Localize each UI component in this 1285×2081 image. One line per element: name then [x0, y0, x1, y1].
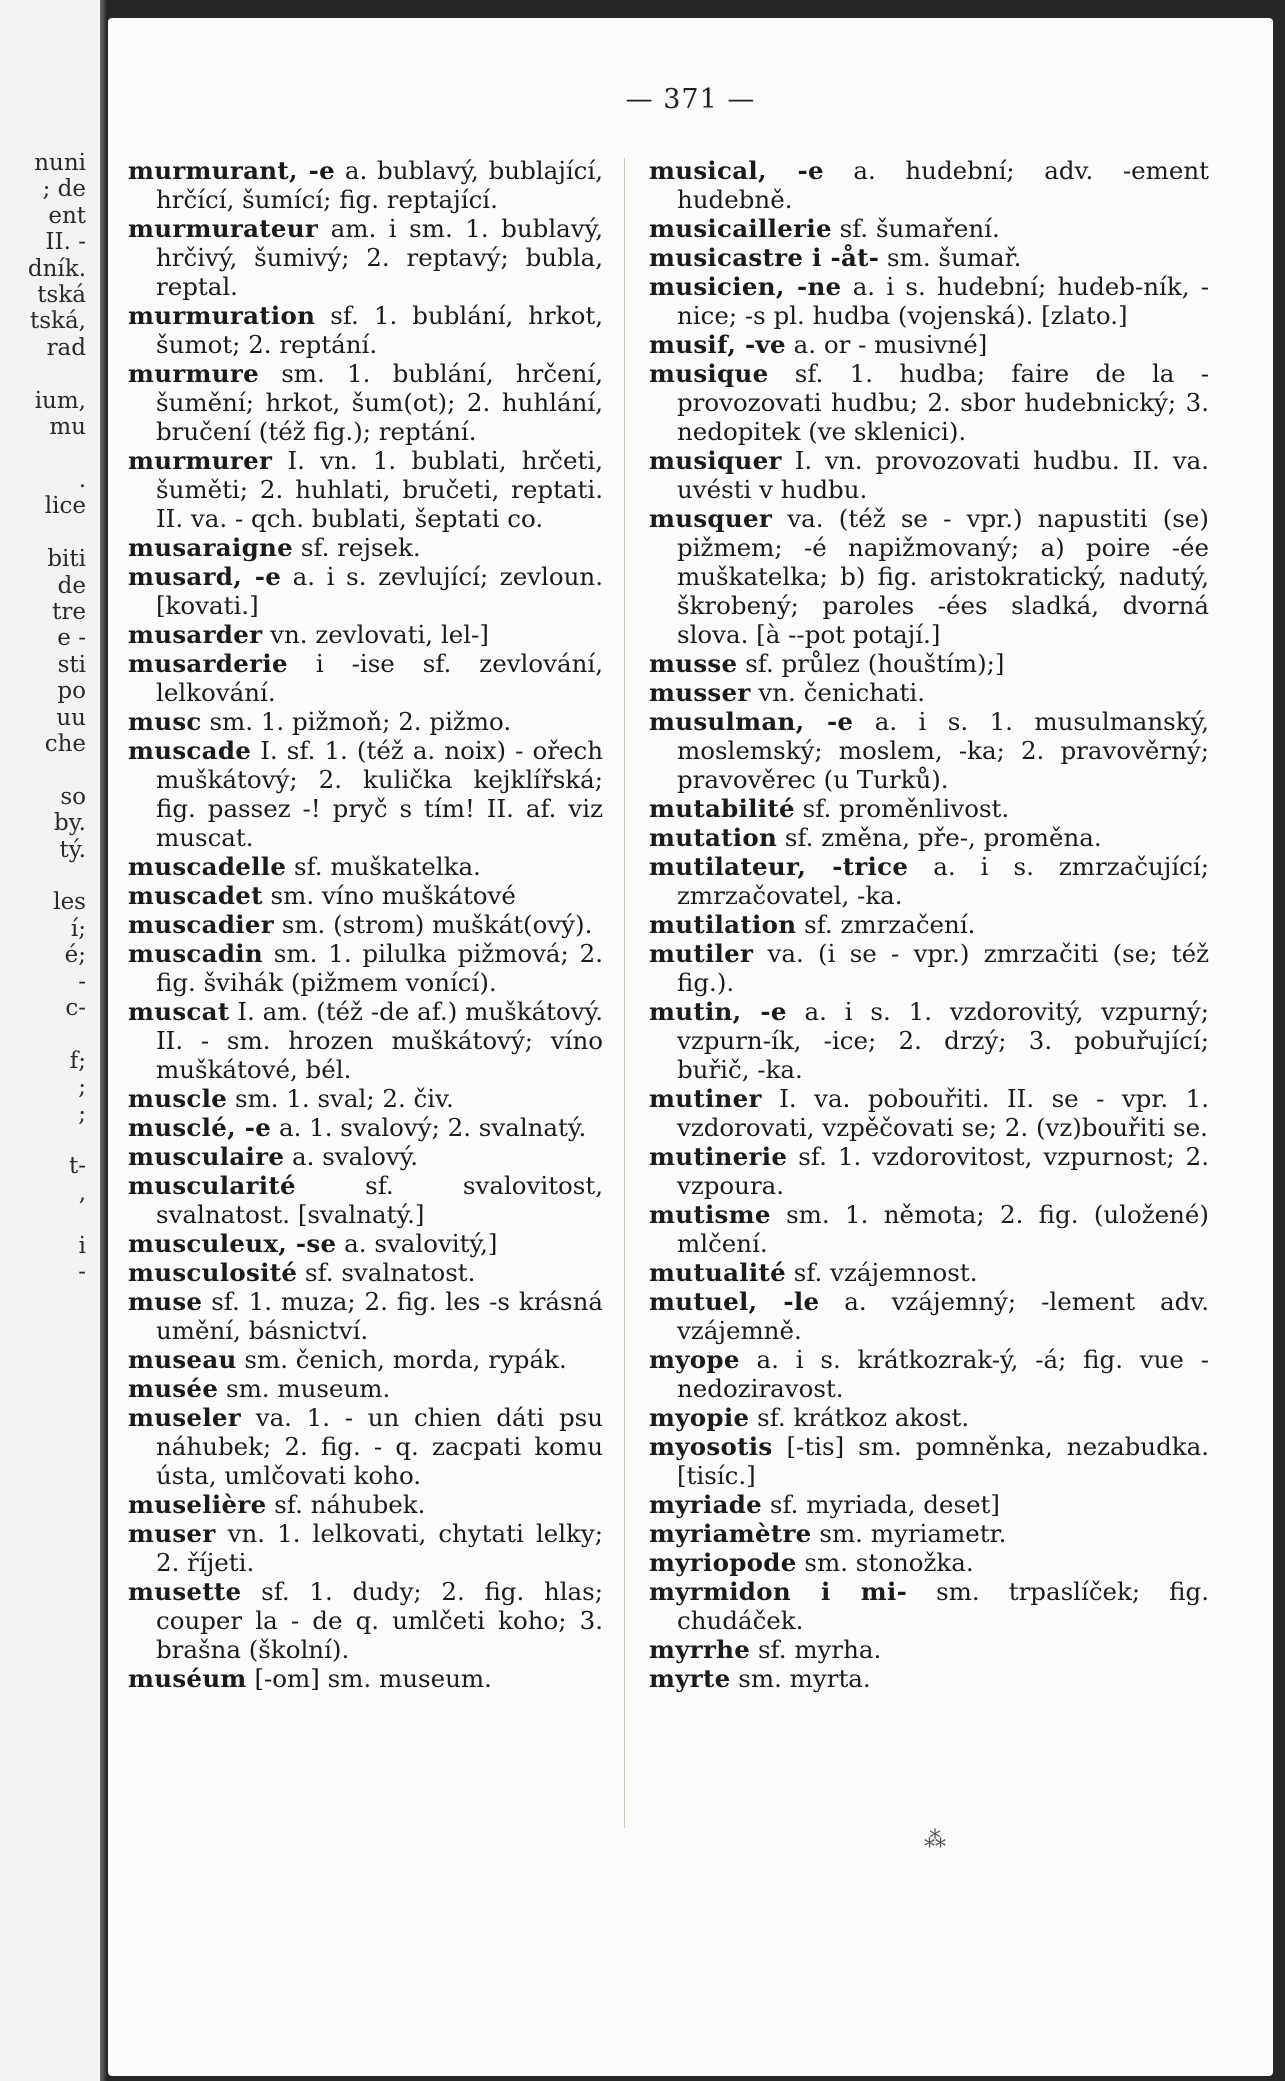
- dictionary-entry: [649, 794, 1209, 823]
- entry-definition: sf. 1. bublání, hrkot, šumot; 2. reptání.: [156, 301, 603, 359]
- dictionary-entry: [128, 1171, 603, 1229]
- entry-headword: musculosité: [128, 1258, 298, 1287]
- entry-headword: myrrhe: [649, 1635, 751, 1664]
- entry-headword: mutin, -e: [649, 997, 787, 1026]
- entry-headword: muscle: [128, 1084, 228, 1113]
- dictionary-entry: [649, 649, 1209, 678]
- entry-definition: sf. 1. muza; 2. fig. les -s krásná umění, básnictví.: [156, 1287, 603, 1345]
- entry-definition: a. vzájemný; -lement adv. vzájemně.: [677, 1287, 1209, 1345]
- dictionary-entry: [128, 910, 603, 939]
- entry-headword: muscadier: [128, 910, 274, 939]
- dictionary-entry: [649, 707, 1209, 794]
- dictionary-entry: [649, 997, 1209, 1084]
- dictionary-entry: [649, 243, 1209, 272]
- entry-definition: a. svalový.: [284, 1142, 419, 1171]
- previous-page-line: [28, 1206, 86, 1232]
- dictionary-entry: [649, 1403, 1209, 1432]
- entry-headword: myriade: [649, 1490, 763, 1519]
- dictionary-entry: [649, 214, 1209, 243]
- entry-definition: am. i sm. 1. bublavý, hrčivý, šumivý; 2. reptavý; bubla, reptal.: [156, 214, 603, 301]
- entry-definition: I. va. pobouřiti. II. se - vpr. 1. vzdorovati, vzpěčovati se; 2. (vz)bouřiti se.: [677, 1084, 1209, 1142]
- dictionary-entry: [649, 910, 1209, 939]
- left-column: [128, 156, 603, 1693]
- dictionary-entry: [128, 1374, 603, 1403]
- entry-definition: a. i s. zmrzačující; zmrzačovatel, -ka.: [677, 852, 1209, 910]
- previous-page-line: II. -: [45, 229, 86, 256]
- entry-definition: a. bublavý, bublající, hrčící, šumící; fig. reptající.: [156, 156, 603, 214]
- previous-page-line: sti: [57, 651, 86, 678]
- column-divider: [624, 158, 625, 1828]
- entry-definition: a. i s. zevlující; zevloun. [kovati.]: [156, 562, 603, 620]
- previous-page-line: che: [44, 730, 86, 757]
- entry-headword: musicien, -ne: [649, 272, 842, 301]
- entry-definition: i -ise sf. zevlování, lelkování.: [156, 649, 603, 707]
- dictionary-entry: [649, 1084, 1209, 1142]
- entry-definition: a. hudební; adv. -ement hudebně.: [677, 156, 1209, 214]
- entry-headword: musculeux, -se: [128, 1229, 337, 1258]
- entry-definition: sm. myrta.: [730, 1664, 871, 1693]
- entry-definition: va. (i se - vpr.) zmrzačiti (se; též fig.).: [677, 939, 1209, 997]
- previous-page-line: ent: [48, 202, 86, 229]
- entry-headword: muscularité: [128, 1171, 296, 1200]
- previous-page-line: tý.: [59, 836, 86, 863]
- entry-headword: musquer: [649, 504, 773, 533]
- entry-headword: muselière: [128, 1490, 267, 1519]
- entry-definition: [-om] sm. museum.: [246, 1664, 492, 1693]
- entry-headword: myope: [649, 1345, 740, 1374]
- dictionary-entry: [128, 620, 603, 649]
- previous-page-line: í;: [70, 915, 86, 942]
- dictionary-entry: [128, 1519, 603, 1577]
- previous-page-line: dník.: [27, 255, 86, 282]
- entry-headword: mutabilité: [649, 794, 795, 823]
- entry-definition: a. or - musivné]: [785, 330, 988, 359]
- dictionary-entry: [128, 1403, 603, 1490]
- previous-page-line: rad: [46, 334, 86, 361]
- dictionary-entry: [128, 533, 603, 562]
- dictionary-entry: [649, 504, 1209, 649]
- entry-definition: a. svalovitý,]: [336, 1229, 498, 1258]
- previous-page-line: -: [78, 968, 86, 995]
- previous-page-line: tská: [37, 282, 86, 309]
- dictionary-page: [108, 18, 1273, 2076]
- dictionary-entry: [128, 359, 603, 446]
- previous-page-edge: [0, 0, 100, 2081]
- entry-headword: muse: [128, 1287, 203, 1316]
- entry-headword: muscadin: [128, 939, 263, 968]
- entry-definition: sf. vzájemnost.: [785, 1258, 978, 1287]
- previous-page-line: c-: [65, 995, 86, 1021]
- entry-headword: mutisme: [649, 1200, 771, 1229]
- entry-definition: sf. 1. dudy; 2. fig. hlas; couper la - de q. umlčeti koho; 3. brašna (školní).: [156, 1577, 603, 1664]
- entry-headword: murmurer: [128, 446, 273, 475]
- dictionary-entry: [649, 156, 1209, 214]
- entry-headword: musarderie: [128, 649, 288, 678]
- dictionary-entry: [649, 1664, 1209, 1693]
- previous-page-text: [28, 150, 86, 1285]
- dictionary-entry: [128, 852, 603, 881]
- dictionary-entry: [128, 1287, 603, 1345]
- entry-definition: vn. 1. lelkovati, chytati lelky; 2. říjeti.: [156, 1519, 603, 1577]
- entry-definition: I. vn. provozovati hudbu. II. va. uvésti v hudbu.: [677, 446, 1209, 504]
- previous-page-line: les: [53, 889, 86, 916]
- entry-definition: sm. museum.: [218, 1374, 391, 1403]
- previous-page-line: [28, 863, 86, 889]
- entry-headword: mutinerie: [649, 1142, 788, 1171]
- entry-headword: musser: [649, 678, 751, 707]
- entry-definition: sm. víno muškátové: [262, 881, 516, 910]
- entry-headword: musarder: [128, 620, 263, 649]
- previous-page-line: tre: [52, 598, 86, 625]
- entry-headword: mutation: [649, 823, 778, 852]
- book-gutter: [100, 0, 108, 2081]
- entry-definition: sm. (strom) muškát(ový).: [273, 910, 593, 939]
- entry-headword: murmurant, -e: [128, 156, 336, 185]
- entry-headword: mutilateur, -trice: [649, 852, 909, 881]
- dictionary-entry: [128, 1084, 603, 1113]
- dictionary-entry: [649, 1287, 1209, 1345]
- entry-definition: vn. zevlovati, lel-]: [262, 620, 489, 649]
- previous-page-line: [28, 1127, 86, 1153]
- previous-page-line: e -: [57, 625, 86, 652]
- entry-headword: myopie: [649, 1403, 750, 1432]
- entry-definition: a. i s. krátkozrak-ý, -á; fig. vue - nedoziravost.: [677, 1345, 1209, 1403]
- previous-page-line: so: [60, 783, 86, 810]
- entry-headword: musif, -ve: [649, 330, 786, 359]
- entry-headword: musical, -e: [649, 156, 824, 185]
- entry-definition: sm. 1. bublání, hrčení, šumění; hrkot, šum(ot); 2. huhlání, bručení (též fig.); reptání.: [156, 359, 603, 446]
- entry-headword: musaraigne: [128, 533, 294, 562]
- page-number: — 371 —: [625, 84, 756, 115]
- entry-headword: myriopode: [649, 1548, 797, 1577]
- entry-headword: musicaillerie: [649, 214, 832, 243]
- entry-definition: vn. čenichati.: [750, 678, 926, 707]
- entry-definition: sf. rejsek.: [293, 533, 421, 562]
- entry-definition: sf. svalovitost, svalnatost. [svalnatý.]: [156, 1171, 603, 1229]
- entry-headword: myriamètre: [649, 1519, 812, 1548]
- entry-headword: musc: [128, 707, 202, 736]
- dictionary-entry: [649, 852, 1209, 910]
- previous-page-line: nuni: [34, 150, 86, 176]
- entry-headword: mutilation: [649, 910, 797, 939]
- previous-page-line: ;: [78, 1074, 86, 1101]
- previous-page-line: po: [57, 678, 86, 705]
- dictionary-entry: [128, 1345, 603, 1374]
- entry-headword: muscat: [128, 997, 230, 1026]
- previous-page-line: ; de: [42, 176, 86, 203]
- entry-headword: muscade: [128, 736, 252, 765]
- previous-page-line: de: [57, 572, 86, 599]
- entry-headword: musse: [649, 649, 738, 678]
- entry-headword: murmurateur: [128, 214, 319, 243]
- dictionary-entry: [128, 1490, 603, 1519]
- entry-headword: musiquer: [649, 446, 782, 475]
- previous-page-line: t-: [68, 1153, 86, 1180]
- entry-headword: muser: [128, 1519, 216, 1548]
- dictionary-entry: [128, 649, 603, 707]
- dictionary-entry: [649, 1142, 1209, 1200]
- entry-headword: myrte: [649, 1664, 731, 1693]
- entry-headword: musclé, -e: [128, 1113, 272, 1142]
- entry-headword: murmure: [128, 359, 259, 388]
- dictionary-entry: [649, 1577, 1209, 1635]
- entry-definition: I. am. (též -de af.) muškátový. II. - sm. hrozen muškátový; víno muškátové, bél.: [156, 997, 603, 1084]
- entry-headword: myosotis: [649, 1432, 773, 1461]
- entry-definition: sm. 1. pilulka pižmová; 2. fig. švihák (pižmem vonící).: [156, 939, 603, 997]
- entry-definition: sm. stonožka.: [796, 1548, 974, 1577]
- entry-definition: va. 1. - un chien dáti psu náhubek; 2. fig. - q. zacpati komu ústa, umlčovati koho.: [156, 1403, 603, 1490]
- entry-definition: sf. šumaření.: [831, 214, 1000, 243]
- dictionary-entry: [128, 939, 603, 997]
- dictionary-entry: [128, 156, 603, 214]
- previous-page-line: biti: [47, 546, 86, 573]
- dictionary-entry: [128, 881, 603, 910]
- previous-page-line: [28, 1021, 86, 1047]
- entry-definition: sf. změna, pře-, proměna.: [777, 823, 1102, 852]
- entry-definition: a. i s. 1. musulmanský, moslemský; moslem, -ka; 2. pravověrný; pravověrec (u Turků).: [677, 707, 1209, 794]
- entry-headword: musique: [649, 359, 769, 388]
- dictionary-entry: [649, 359, 1209, 446]
- entry-definition: sf. 1. vzdorovitost, vzpurnost; 2. vzpoura.: [677, 1142, 1209, 1200]
- previous-page-line: é;: [64, 942, 86, 969]
- previous-page-line: -: [78, 1259, 86, 1286]
- entry-definition: sm. čenich, morda, rypák.: [236, 1345, 567, 1374]
- entry-definition: sf. krátkoz akost.: [749, 1403, 970, 1432]
- dictionary-entry: [649, 1519, 1209, 1548]
- entry-headword: musette: [128, 1577, 242, 1606]
- entry-headword: murmuration: [128, 301, 316, 330]
- previous-page-line: [28, 520, 86, 546]
- entry-headword: musculaire: [128, 1142, 285, 1171]
- entry-definition: sm. šumař.: [879, 243, 1022, 272]
- dictionary-entry: [649, 1548, 1209, 1577]
- dictionary-entry: [649, 1258, 1209, 1287]
- dictionary-entry: [649, 939, 1209, 997]
- dictionary-entry: [128, 1229, 603, 1258]
- dictionary-entry: [128, 301, 603, 359]
- entry-definition: sm. trpaslíček; fig. chudáček.: [677, 1577, 1209, 1635]
- previous-page-line: ;: [78, 1100, 86, 1127]
- entry-definition: sf. muškatelka.: [286, 852, 481, 881]
- entry-headword: muscadelle: [128, 852, 287, 881]
- right-column: [649, 156, 1209, 1693]
- previous-page-line: ium,: [34, 387, 86, 414]
- dictionary-entry: [649, 1432, 1209, 1490]
- entry-definition: sm. 1. němota; 2. fig. (uložené) mlčení.: [677, 1200, 1209, 1258]
- entry-definition: sf. myriada, deset]: [762, 1490, 1000, 1519]
- entry-definition: sf. myrha.: [750, 1635, 882, 1664]
- entry-definition: sf. proměnlivost.: [794, 794, 1010, 823]
- entry-definition: sf. náhubek.: [266, 1490, 426, 1519]
- dictionary-entry: [649, 446, 1209, 504]
- entry-definition: sf. 1. hudba; faire de la - provozovati hudbu; 2. sbor hudebnický; 3. nedopitek (ve sklenici).: [677, 359, 1209, 446]
- entry-definition: a. i s. 1. vzdorovitý, vzpurný; vzpurn-ík, -ice; 2. drzý; 3. pobuřující; buřič, -ka.: [677, 997, 1209, 1084]
- entry-headword: musicastre i -åt-: [649, 243, 880, 272]
- dictionary-entry: [649, 1635, 1209, 1664]
- previous-page-line: mu: [49, 414, 86, 441]
- entry-headword: musard, -e: [128, 562, 282, 591]
- entry-headword: museau: [128, 1345, 237, 1374]
- entry-headword: muséum: [128, 1664, 247, 1693]
- previous-page-line: by.: [54, 810, 86, 837]
- dictionary-entry: [649, 1490, 1209, 1519]
- previous-page-line: f;: [69, 1047, 86, 1074]
- entry-definition: sm. 1. sval; 2. čiv.: [227, 1084, 454, 1113]
- previous-page-line: [28, 757, 86, 783]
- previous-page-line: [28, 440, 86, 466]
- entry-headword: mutiner: [649, 1084, 762, 1113]
- dictionary-entry: [128, 446, 603, 533]
- entry-headword: musée: [128, 1374, 219, 1403]
- dictionary-entry: [128, 1577, 603, 1664]
- dictionary-entry: [649, 330, 1209, 359]
- previous-page-line: lice: [44, 493, 86, 520]
- previous-page-line: tská,: [29, 308, 86, 335]
- entry-definition: sf. průlez (houštím);]: [737, 649, 1005, 678]
- entry-definition: I. vn. 1. bublati, hrčeti, šuměti; 2. huhlati, bručeti, reptati. II. va. - qch. bublati, šeptati co.: [156, 446, 603, 533]
- entry-definition: sm. myriametr.: [811, 1519, 1007, 1548]
- entry-headword: museler: [128, 1403, 242, 1432]
- dictionary-entry: [128, 1258, 603, 1287]
- previous-page-line: .: [78, 466, 86, 493]
- previous-page-line: ,: [78, 1179, 86, 1206]
- end-ornament: ⁂: [924, 1828, 946, 1853]
- dictionary-entry: [649, 1345, 1209, 1403]
- entry-definition: a. i s. hudební; hudeb-ník, -nice; -s pl. hudba (vojenská). [zlato.]: [677, 272, 1209, 330]
- dictionary-entry: [128, 997, 603, 1084]
- entry-headword: muscadet: [128, 881, 263, 910]
- dictionary-entry: [128, 562, 603, 620]
- entry-definition: sf. svalnatost.: [297, 1258, 476, 1287]
- dictionary-entry: [128, 1664, 603, 1693]
- previous-page-line: uu: [56, 704, 86, 731]
- dictionary-entry: [649, 272, 1209, 330]
- dictionary-entry: [128, 736, 603, 852]
- dictionary-entry: [649, 678, 1209, 707]
- dictionary-entry: [128, 707, 603, 736]
- entry-headword: mutiler: [649, 939, 754, 968]
- dictionary-entry: [128, 1113, 603, 1142]
- entry-definition: [-tis] sm. pomněnka, nezabudka. [tisíc.]: [677, 1432, 1209, 1490]
- entry-definition: sf. zmrzačení.: [796, 910, 976, 939]
- entry-headword: musulman, -e: [649, 707, 854, 736]
- entry-headword: myrmidon i mi-: [649, 1577, 908, 1606]
- entry-definition: sm. 1. pižmoň; 2. pižmo.: [201, 707, 512, 736]
- entry-definition: I. sf. 1. (též a. noix) - ořech muškátový; 2. kulička kejklířská; fig. passez -! pryč s tím! II. af. viz muscat.: [156, 736, 603, 852]
- entry-definition: va. (též se - vpr.) napustiti (se) pižmem; -é napižmovaný; a) poire -ée muškatelka; b) fig. aristokratický, nadutý, škrobený; paroles -ées sladká, dvorná slova. [à --pot potají.]: [677, 504, 1209, 649]
- dictionary-entry: [128, 1142, 603, 1171]
- entry-definition: a. 1. svalový; 2. svalnatý.: [271, 1113, 587, 1142]
- previous-page-line: i: [78, 1232, 86, 1259]
- previous-page-line: [28, 361, 86, 387]
- entry-headword: mutualité: [649, 1258, 786, 1287]
- dictionary-entry: [128, 214, 603, 301]
- entry-headword: mutuel, -le: [649, 1287, 820, 1316]
- dictionary-entry: [649, 823, 1209, 852]
- dictionary-entry: [649, 1200, 1209, 1258]
